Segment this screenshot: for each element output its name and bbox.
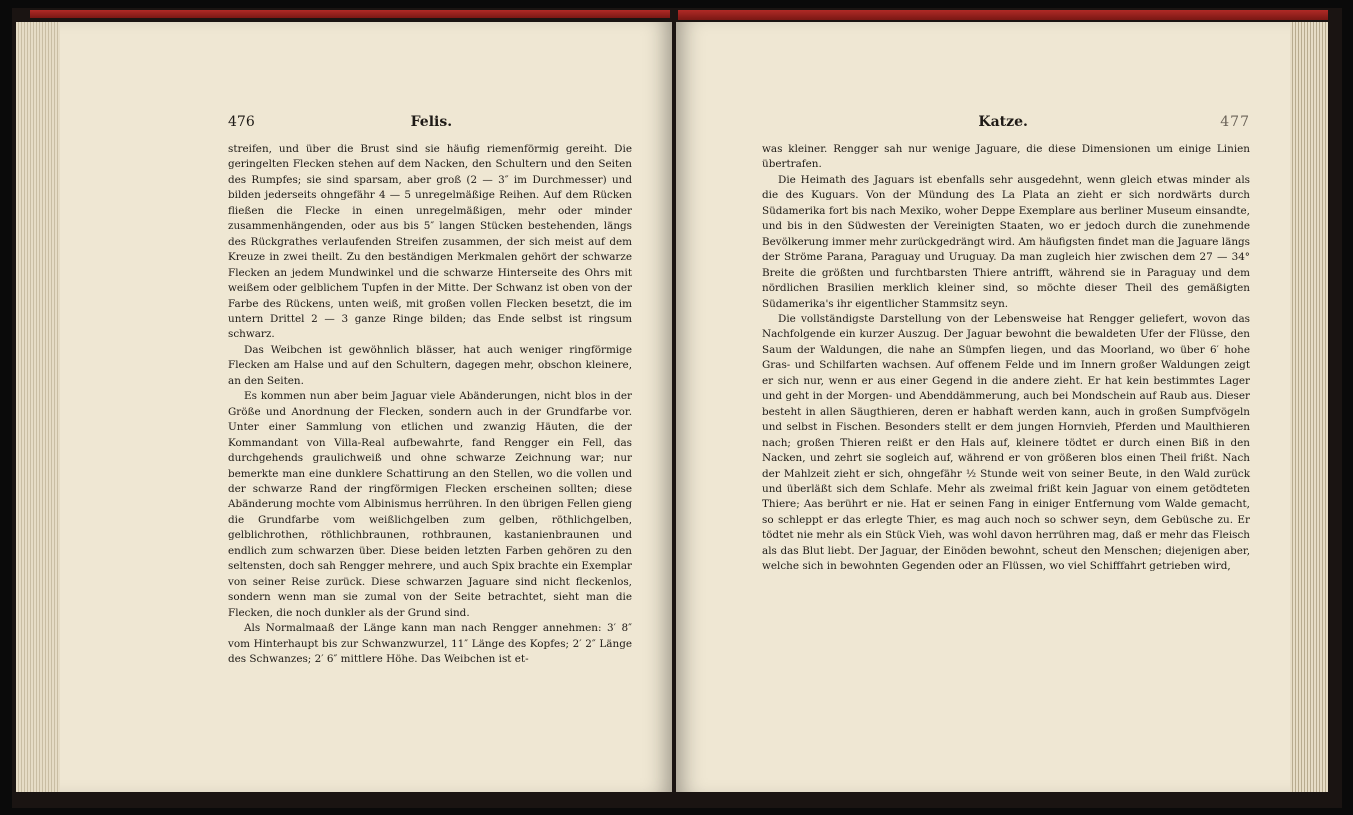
- paragraph: was kleiner. Rengger sah nur wenige Jaguare, die diese Dimensionen um einige Linien übertrafen.: [762, 143, 1250, 171]
- book-cover-edge: [30, 10, 670, 18]
- paragraph: Die vollständigste Darstellung von der Lebensweise hat Rengger geliefert, wovon das Nachfolgende ein kurzer Auszug. Der Jaguar bewohnt die bewaldeten Ufer der Flüsse, den Saum der Waldungen, die nahe an Sümpfen liegen, und das Moorland, wo über 6′ hohe Gras- und Schilfarten wachsen. Auf offenem Felde und im Innern großer Waldungen zeigt er sich nur, wenn er aus einer Gegend in die andere zieht. Er hat kein bestimmtes Lager und geht in der Morgen- und Abenddämmerung, auch bei Mondschein auf Raub aus. Dieser besteht in allen Säugthieren, deren er habhaft werden kann, auch in großen Sumpfvögeln und selbst in Fischen. Besonders stellt er dem jungen Hornvieh, Pferden und Maulthieren nach; großen Thieren reißt er den Hals auf, kleinere tödtet er durch einen Biß in den Nacken, und zehrt sie sogleich auf, während er von größeren blos einen Theil frißt. Nach der Mahlzeit zieht er sich, ohngefähr ½ Stunde weit von seiner Beute, in den Wald zurück und überläßt sich dem Schlafe. Mehr als zweimal frißt kein Jaguar von einem getödteten Thiere; Aas berührt er nie. Hat er seinen Fang in einiger Entfernung vom Walde gemacht, so schleppt er das erlegte Thier, es mag auch noch so schwer seyn, dem Gebüsche zu. Er tödtet nie mehr als ein Stück Vieh, was wohl davon herrühren mag, daß er mehr das Fleisch als das Blut liebt. Der Jaguar, der Einöden bewohnt, scheut den Menschen; diejenigen aber, welche sich in bewohnten Gegenden oder an Flüssen, wo viel Schifffahrt getrieben wird,: [762, 312, 1250, 573]
- page-body: [762, 142, 1250, 575]
- page-header: [228, 114, 632, 130]
- page-edges: [16, 22, 60, 792]
- book-cover-edge: [678, 10, 1328, 20]
- paragraph: Die Heimath des Jaguars ist ebenfalls sehr ausgedehnt, wenn gleich etwas minder als die des Kuguars. Von der Mündung des La Plata an zieht er sich nordwärts durch Südamerika fort bis nach Mexiko, woher Deppe Exemplare aus berliner Museum einsandte, und bis in den Südwesten der Vereinigten Staaten, wo er jedoch durch die zunehmende Bevölkerung immer mehr zurückgedrängt wird. Am häufigsten findet man die Jaguare längs der Ströme Parana, Paraguay und Uruguay. Da man zugleich hier zwischen dem 27 — 34° Breite die größten und furchtbarsten Thiere antrifft, während sie in Paraguay und dem nördlichen Brasilien merklich kleiner sind, so möchte dieser Theil des gemäßigten Südamerika's ihr eigentlicher Stammsitz seyn.: [762, 173, 1250, 310]
- page-edges: [1290, 22, 1328, 792]
- page-number: 477: [1220, 114, 1250, 130]
- paragraph: Als Normalmaaß der Länge kann man nach Rengger annehmen: 3′ 8″ vom Hinterhaupt bis zur Schwanzwurzel, 11″ Länge des Kopfes; 2′ 2″ Länge des Schwanzes; 2′ 6″ mittlere Höhe. Das Weibchen ist et-: [228, 622, 632, 665]
- paragraph: streifen, und über die Brust sind sie häufig riemenförmig gereiht. Die geringelten Flecken stehen auf dem Nacken, den Schultern und den Seiten des Rumpfes; sie sind sparsam, aber groß (2 — 3″ im Durchmesser) und bilden jederseits ohngefähr 4 — 5 unregelmäßige Reihen. Auf dem Rücken fließen die Flecke in einen unregelmäßigen, mehr oder minder zusammenhängenden, oder aus bis 5″ langen Stücken bestehenden, längs des Rückgrathes verlaufenden Streifen zusammen, der sich meist auf dem Kreuze in zwei theilt. Zu den beständigen Merkmalen gehört der schwarze Flecken an jedem Mundwinkel und die schwarze Hinterseite des Ohrs mit weißem oder gelblichem Tupfen in der Mitte. Der Schwanz ist oben von der Farbe des Rückens, unten weiß, mit großen vollen Flecken besetzt, die im untern Drittel 2 — 3 ganze Ringe bilden; das Ende selbst ist ringsum schwarz.: [228, 143, 632, 341]
- paragraph: Es kommen nun aber beim Jaguar viele Abänderungen, nicht blos in der Größe und Anordnung der Flecken, sondern auch in der Grundfarbe vor. Unter einer Sammlung von etlichen und zwanzig Häuten, die der Kommandant von Villa-Real aufbewahrte, fand Rengger ein Fell, das durchgehends graulichweiß und ohne schwarze Zeichnung war; nur bemerkte man eine dunklere Schattirung an den Stellen, wo die vollen und der schwarze Rand der ringförmigen Flecken erscheinen sollten; diese Abänderung mochte vom Albinismus herrühren. In den übrigen Fellen gieng die Grundfarbe vom weißlichgelben zum gelben, röthlichgelben, gelblichrothen, röthlichbraunen, rothbraunen, kastanienbraunen und endlich zum schwarzen über. Diese beiden letzten Farben gehören zu den seltensten, doch sah Rengger mehrere, und auch Spix brachte ein Exemplar von seiner Reise zurück. Diese schwarzen Jaguare sind nicht fleckenlos, sondern wenn man sie zumal von der Seite betrachtet, sieht man die Flecken, die noch dunkler als der Grund sind.: [228, 390, 632, 619]
- left-page: [60, 22, 672, 792]
- running-title: Felis.: [410, 114, 453, 130]
- paragraph: Das Weibchen ist gewöhnlich blässer, hat auch weniger ringförmige Flecken am Halse und auf den Schultern, dagegen mehr, obschon kleinere, an den Seiten.: [228, 343, 632, 387]
- running-title: Katze.: [978, 114, 1028, 130]
- right-page: [676, 22, 1290, 792]
- page-number: 476: [228, 114, 255, 130]
- page-header: [762, 114, 1250, 130]
- page-body: [228, 142, 632, 667]
